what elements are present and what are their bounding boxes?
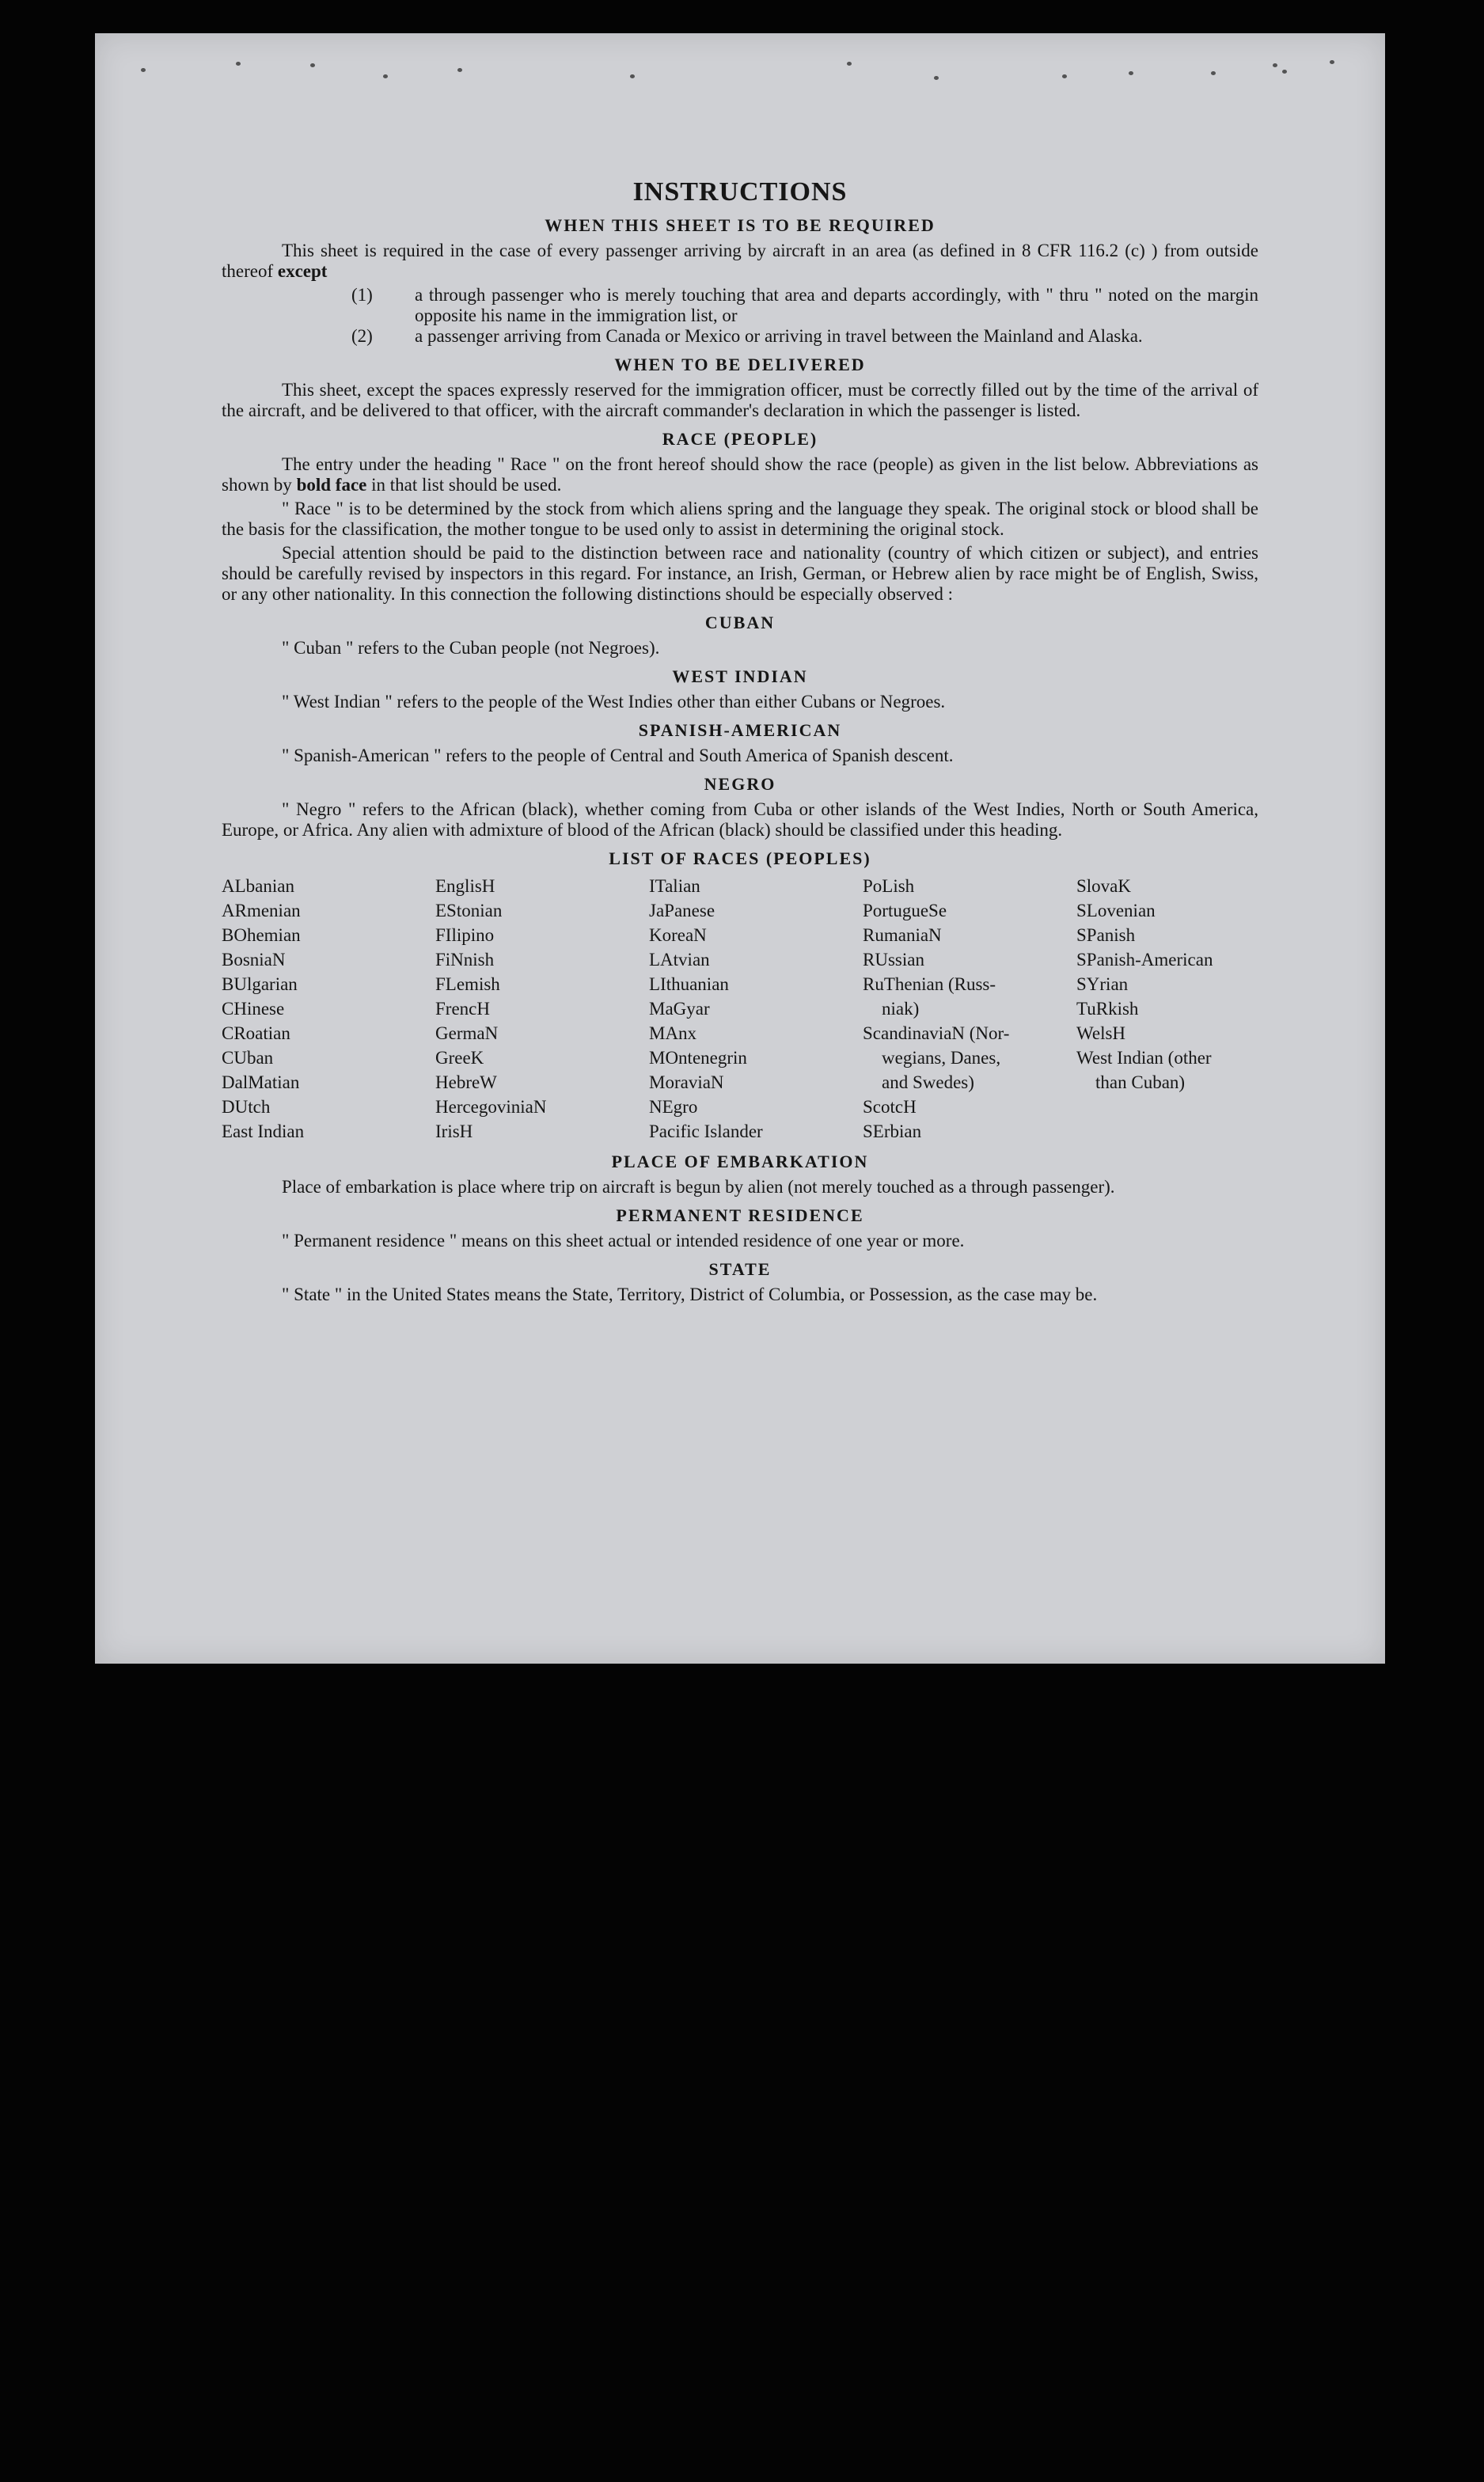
paragraph-west-indian: " West Indian " refers to the people of the West Indies other than either Cubans or Negroes.	[282, 692, 946, 712]
race-entry: PoLish	[863, 876, 915, 896]
race-entry: TuRkish	[1076, 999, 1139, 1019]
heading-race: RACE (PEOPLE)	[662, 429, 818, 449]
speck	[383, 74, 388, 78]
race-entry: FiNnish	[435, 950, 495, 970]
heading-when-required: WHEN THIS SHEET IS TO BE REQUIRED	[545, 215, 936, 235]
race-entry: EStonian	[435, 901, 503, 920]
speck	[630, 74, 635, 78]
race-p1-a: The entry under the heading " Race " on the front hereof should show the race (people) as given in the list below. Abbreviations as shown by	[222, 454, 1258, 495]
race-entry: CUban	[222, 1048, 274, 1068]
document-body	[222, 144, 1258, 1308]
race-entry: ITalian	[649, 876, 700, 896]
race-entry: MOntenegrin	[649, 1048, 747, 1068]
race-entry: GermaN	[435, 1023, 499, 1043]
paragraph-negro: " Negro " refers to the African (black), whether coming from Cuba or other islands of the West Indies, North or South America, Europe, or Africa. Any alien with admixture of blood of the African (black) should be classified under this heading.	[222, 799, 1258, 840]
race-entry: niak)	[882, 999, 920, 1019]
race-entry: West Indian (other	[1076, 1048, 1212, 1068]
paragraph-race-1	[222, 454, 1258, 495]
speck	[1062, 74, 1067, 78]
race-entry: HebreW	[435, 1072, 497, 1092]
speck	[310, 63, 315, 67]
speck	[1273, 63, 1277, 67]
paragraph-cuban: " Cuban " refers to the Cuban people (not Negroes).	[282, 638, 660, 658]
race-entry: CRoatian	[222, 1023, 290, 1043]
heading-negro: NEGRO	[704, 774, 776, 794]
item-number: (1)	[351, 285, 373, 305]
race-entry: SPanish-American	[1076, 950, 1213, 970]
speck	[934, 76, 939, 80]
race-entry: SLovenian	[1076, 901, 1156, 920]
race-entry: ScotcH	[863, 1097, 917, 1117]
race-entry: SlovaK	[1076, 876, 1131, 896]
heading-west-indian: WEST INDIAN	[672, 666, 808, 686]
heading-when-delivered: WHEN TO BE DELIVERED	[614, 355, 866, 374]
paragraph-race-3: Special attention should be paid to the distinction between race and nationality (country of which citizen or subject), and entries should be carefully revised by inspectors in this regard. For instance, an Irish, German, or Hebrew alien by race might be of English, Swiss, or any other nationality. In this connection the following distinctions should be especially observed :	[222, 543, 1258, 604]
document-sheet	[95, 33, 1385, 1664]
race-entry: than Cuban)	[1095, 1072, 1186, 1092]
race-column	[222, 874, 404, 1144]
heading-permanent-residence: PERMANENT RESIDENCE	[616, 1205, 864, 1225]
race-entry: wegians, Danes,	[882, 1048, 1001, 1068]
paragraph-race-2: " Race " is to be determined by the stock from which aliens spring and the language they speak. The original stock or blood shall be the basis for the classification, the mother tongue to be used only to assist in determining the original stock.	[222, 499, 1258, 539]
race-entry: SErbian	[863, 1121, 922, 1141]
race-entry: BOhemian	[222, 925, 301, 945]
race-entry: BUlgarian	[222, 974, 298, 994]
paragraph-when-required	[222, 241, 1258, 282]
heading-embarkation: PLACE OF EMBARKATION	[611, 1152, 869, 1171]
race-list	[222, 874, 1258, 1144]
race-entry: IrisH	[435, 1121, 473, 1141]
race-entry: FLemish	[435, 974, 500, 994]
race-entry: MoraviaN	[649, 1072, 724, 1092]
list-item	[222, 326, 1258, 347]
race-entry: HercegoviniaN	[435, 1097, 547, 1117]
intro-bold-text: except	[277, 261, 328, 281]
paragraph-state: " State " in the United States means the State, Territory, District of Columbia, or Possession, as the case may be.	[282, 1285, 1098, 1304]
race-entry: CHinese	[222, 999, 285, 1019]
speck	[1211, 71, 1216, 75]
race-entry: FIlipino	[435, 925, 495, 945]
race-entry: DalMatian	[222, 1072, 300, 1092]
item-number: (2)	[351, 326, 373, 346]
heading-spanish-american: SPANISH-AMERICAN	[638, 720, 842, 740]
race-p1-b: in that list should be used.	[371, 475, 562, 495]
race-entry: SPanish	[1076, 925, 1136, 945]
race-entry: ALbanian	[222, 876, 294, 896]
speck	[141, 68, 146, 72]
race-entry: ARmenian	[222, 901, 301, 920]
paragraph-permanent-residence: " Permanent residence " means on this sheet actual or intended residence of one year or more.	[282, 1231, 965, 1250]
race-entry: SYrian	[1076, 974, 1129, 994]
race-column	[1076, 874, 1258, 1144]
race-entry: WelsH	[1076, 1023, 1126, 1043]
race-column	[435, 874, 617, 1144]
race-entry: GreeK	[435, 1048, 484, 1068]
race-entry: RuThenian (Russ-	[863, 974, 996, 994]
race-entry: MaGyar	[649, 999, 710, 1019]
item-text: a through passenger who is merely touching that area and departs accordingly, with " thru " noted on the margin opposite his name in the immigration list, or	[415, 285, 1258, 325]
race-entry: MAnx	[649, 1023, 697, 1043]
speck	[1129, 71, 1133, 75]
race-entry: DUtch	[222, 1097, 271, 1117]
heading-state: STATE	[708, 1259, 772, 1279]
race-entry: BosniaN	[222, 950, 286, 970]
speck	[1282, 70, 1287, 74]
race-p1-bold: bold face	[296, 475, 367, 495]
paragraph-spanish-american: " Spanish-American " refers to the people of Central and South America of Spanish descent.	[282, 746, 954, 765]
race-entry: RUssian	[863, 950, 924, 970]
page-title: INSTRUCTIONS	[632, 177, 848, 207]
paragraph-when-delivered: This sheet, except the spaces expressly reserved for the immigration officer, must be correctly filled out by the time of the arrival of the aircraft, and be delivered to that officer, with the aircraft commander's declaration in which the passenger is listed.	[222, 380, 1258, 420]
race-entry: KoreaN	[649, 925, 707, 945]
list-item	[222, 285, 1258, 326]
heading-list-of-races: LIST OF RACES (PEOPLES)	[609, 848, 871, 868]
item-text: a passenger arriving from Canada or Mexico or arriving in travel between the Mainland and Alaska.	[415, 326, 1143, 346]
race-entry: LIthuanian	[649, 974, 729, 994]
heading-cuban: CUBAN	[704, 613, 776, 632]
race-entry: NEgro	[649, 1097, 698, 1117]
race-column	[649, 874, 831, 1144]
intro-text: This sheet is required in the case of every passenger arriving by aircraft in an area (as defined in 8 CFR 116.2 (c) ) from outside thereof	[222, 241, 1258, 281]
race-entry: FrencH	[435, 999, 490, 1019]
speck	[236, 62, 241, 66]
race-entry: RumaniaN	[863, 925, 942, 945]
race-entry: ScandinaviaN (Nor-	[863, 1023, 1010, 1043]
race-entry: PortugueSe	[863, 901, 947, 920]
speck	[847, 62, 852, 66]
race-entry: and Swedes)	[882, 1072, 974, 1092]
race-entry: EnglisH	[435, 876, 495, 896]
race-entry: Pacific Islander	[649, 1121, 763, 1141]
race-entry: LAtvian	[649, 950, 710, 970]
race-entry: East Indian	[222, 1121, 305, 1141]
speck	[1330, 60, 1334, 64]
speck	[457, 68, 462, 72]
race-entry: JaPanese	[649, 901, 715, 920]
race-column	[863, 874, 1045, 1144]
paragraph-embarkation: Place of embarkation is place where trip on aircraft is begun by alien (not merely touched as a through passenger).	[282, 1177, 1115, 1197]
